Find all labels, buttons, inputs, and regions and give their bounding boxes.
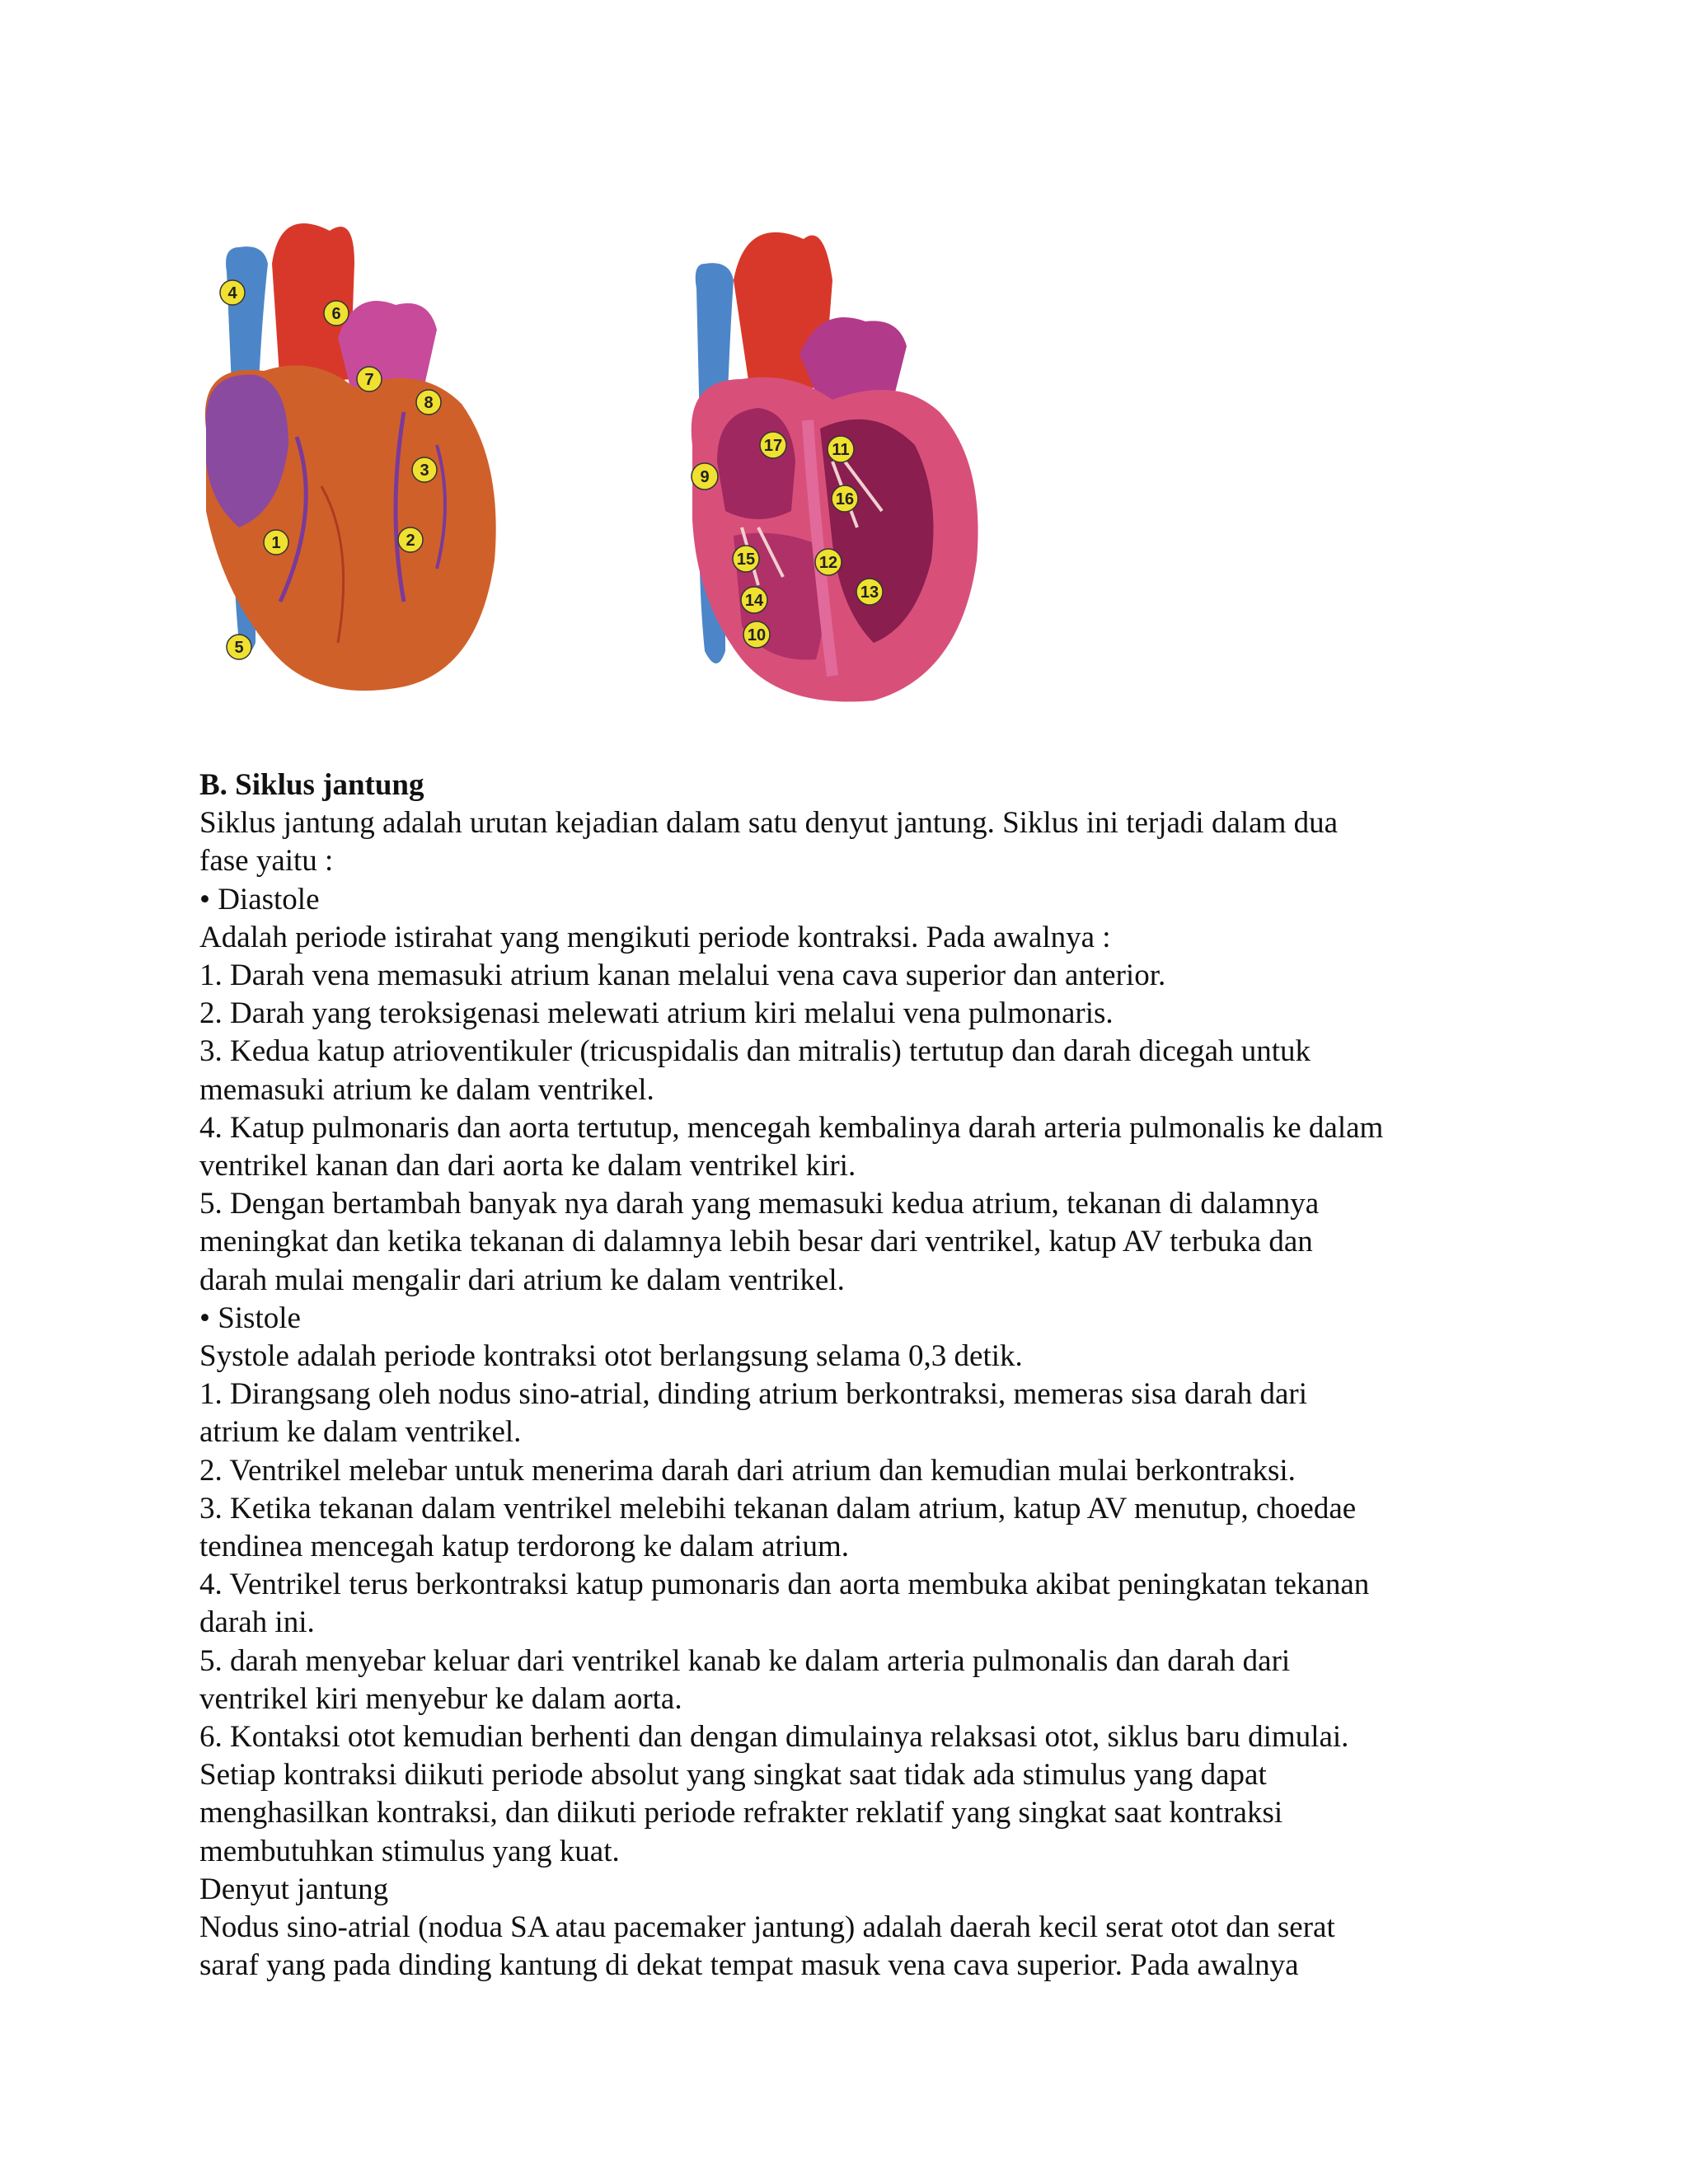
marker-10 bbox=[743, 621, 770, 648]
marker-17 bbox=[760, 432, 786, 458]
bullet-diastole: • Diastole bbox=[199, 882, 320, 916]
svg-text:17: 17 bbox=[763, 437, 783, 455]
list-item: 5. Dengan bertambah banyak nya darah yang memasuki kedua atrium, tekanan di dalamnya bbox=[199, 1187, 1320, 1221]
marker-13 bbox=[856, 579, 883, 605]
text-line: darah mulai mengalir dari atrium ke dalam ventrikel. bbox=[199, 1263, 845, 1297]
text-line: memasuki atrium ke dalam ventrikel. bbox=[199, 1072, 654, 1107]
bullet-sistole: • Sistole bbox=[199, 1301, 301, 1335]
text-line: Systole adalah periode kontraksi otot berlangsung selama 0,3 detik. bbox=[199, 1339, 1023, 1374]
marker-15 bbox=[733, 546, 759, 572]
list-item: 1. Darah vena memasuki atrium kanan melalui vena cava superior dan anterior. bbox=[199, 958, 1166, 993]
heart-exterior-illustration bbox=[190, 214, 519, 709]
document-body bbox=[199, 766, 1502, 1985]
svg-text:13: 13 bbox=[860, 583, 879, 602]
marker-1 bbox=[264, 530, 288, 555]
svg-text:3: 3 bbox=[420, 462, 429, 480]
subheading-denyut-jantung: Denyut jantung bbox=[199, 1872, 389, 1906]
marker-7 bbox=[357, 367, 382, 391]
marker-16 bbox=[832, 485, 858, 512]
svg-text:2: 2 bbox=[406, 532, 415, 550]
heart-cross-section-drawing bbox=[668, 214, 1014, 709]
svg-text:15: 15 bbox=[736, 551, 756, 569]
list-item: 6. Kontaksi otot kemudian berhenti dan dengan dimulainya relaksasi otot, siklus baru dimulai. bbox=[199, 1720, 1349, 1755]
section-heading: B. Siklus jantung bbox=[199, 768, 424, 802]
list-item: 5. darah menyebar keluar dari ventrikel kanab ke dalam arteria pulmonalis dan darah dari bbox=[199, 1643, 1291, 1678]
svg-text:9: 9 bbox=[700, 468, 710, 486]
heart-exterior-drawing bbox=[190, 214, 519, 709]
marker-6 bbox=[324, 301, 349, 326]
marker-5 bbox=[227, 635, 251, 659]
text-line: Setiap kontraksi diikuti periode absolut yang singkat saat tidak ada stimulus yang dapat bbox=[199, 1758, 1267, 1793]
svg-text:7: 7 bbox=[364, 371, 374, 389]
text-line: ventrikel kiri menyebur ke dalam aorta. bbox=[199, 1681, 682, 1716]
list-item: 2. Ventrikel melebar untuk menerima darah dari atrium dan kemudian mulai berkontraksi. bbox=[199, 1453, 1296, 1488]
svg-text:16: 16 bbox=[835, 490, 855, 509]
text-line: Nodus sino-atrial (nodua SA atau pacemaker jantung) adalah daerah kecil serat otot dan serat bbox=[199, 1910, 1335, 1945]
svg-text:6: 6 bbox=[331, 305, 341, 323]
text-line: Adalah periode istirahat yang mengikuti periode kontraksi. Pada awalnya : bbox=[199, 920, 1111, 954]
heart-figures bbox=[190, 214, 1014, 709]
svg-text:4: 4 bbox=[227, 284, 237, 302]
svg-text:12: 12 bbox=[818, 554, 838, 572]
svg-text:1: 1 bbox=[271, 534, 281, 552]
text-line: atrium ke dalam ventrikel. bbox=[199, 1415, 522, 1450]
heart-cross-section-illustration bbox=[668, 214, 1014, 709]
marker-2 bbox=[398, 527, 423, 552]
marker-11 bbox=[828, 436, 854, 462]
list-item: 4. Katup pulmonaris dan aorta tertutup, mencegah kembalinya darah arteria pulmonalis ke dalam bbox=[199, 1110, 1384, 1145]
list-item: 3. Ketika tekanan dalam ventrikel melebihi tekanan dalam atrium, katup AV menutup, choedae bbox=[199, 1491, 1357, 1526]
marker-3 bbox=[412, 457, 437, 482]
text-line: fase yaitu : bbox=[199, 844, 334, 879]
marker-8 bbox=[416, 390, 441, 415]
marker-4 bbox=[220, 280, 245, 305]
text-line: ventrikel kanan dan dari aorta ke dalam ventrikel kiri. bbox=[199, 1149, 856, 1183]
svg-text:5: 5 bbox=[234, 639, 244, 657]
marker-9 bbox=[692, 463, 718, 490]
marker-12 bbox=[815, 549, 842, 575]
svg-text:10: 10 bbox=[747, 626, 767, 644]
text-line: tendinea mencegah katup terdorong ke dalam atrium. bbox=[199, 1530, 850, 1564]
svg-text:14: 14 bbox=[744, 592, 764, 610]
list-item: 1. Dirangsang oleh nodus sino-atrial, dinding atrium berkontraksi, memeras sisa darah dari bbox=[199, 1377, 1307, 1412]
marker-14 bbox=[741, 587, 767, 613]
text-line: Siklus jantung adalah urutan kejadian dalam satu denyut jantung. Siklus ini terjadi dalam dua bbox=[199, 806, 1339, 841]
text-line: membutuhkan stimulus yang kuat. bbox=[199, 1834, 620, 1868]
text-line: menghasilkan kontraksi, dan diikuti periode refrakter reklatif yang singkat saat kontraksi bbox=[199, 1796, 1283, 1830]
list-item: 3. Kedua katup atrioventikuler (tricuspidalis dan mitralis) tertutup dan darah dicegah untuk bbox=[199, 1034, 1311, 1069]
text-line: saraf yang pada dinding kantung di dekat tempat masuk vena cava superior. Pada awalnya bbox=[199, 1948, 1299, 1983]
text-line: darah ini. bbox=[199, 1605, 315, 1640]
svg-text:11: 11 bbox=[832, 441, 850, 459]
svg-text:8: 8 bbox=[424, 394, 434, 412]
list-item: 4. Ventrikel terus berkontraksi katup pumonaris dan aorta membuka akibat peningkatan tekanan bbox=[199, 1568, 1370, 1602]
list-item: 2. Darah yang teroksigenasi melewati atrium kiri melalui vena pulmonaris. bbox=[199, 996, 1114, 1031]
text-line: meningkat dan ketika tekanan di dalamnya lebih besar dari ventrikel, katup AV terbuka dan bbox=[199, 1225, 1313, 1259]
